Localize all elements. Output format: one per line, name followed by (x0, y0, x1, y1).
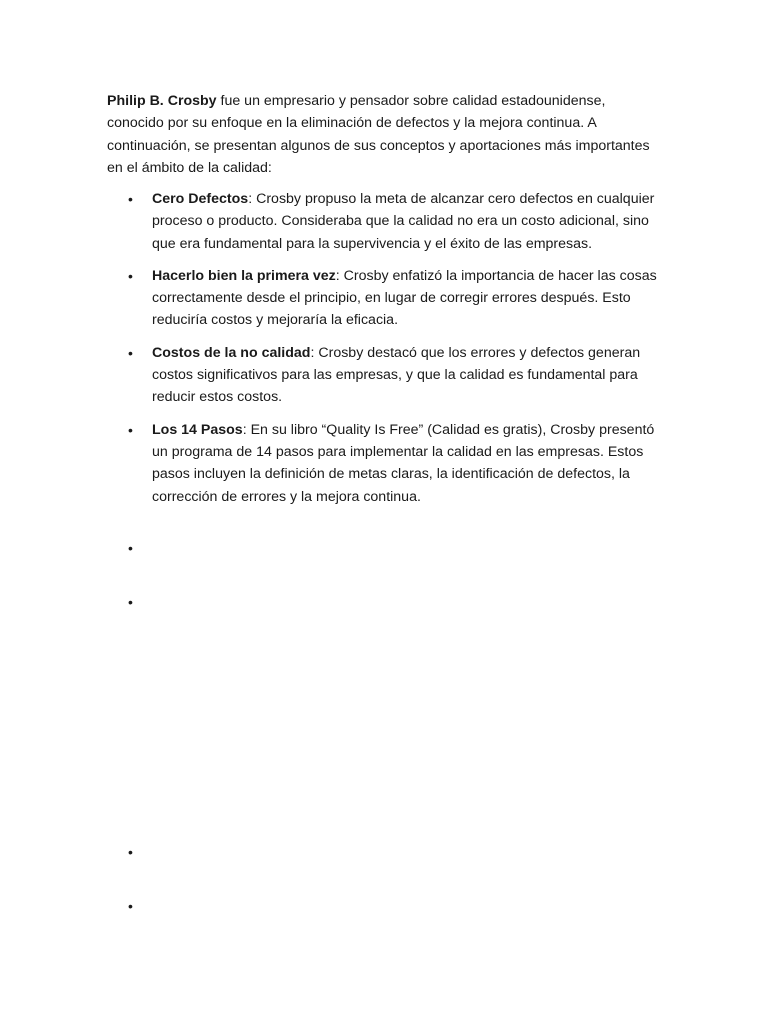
empty-bullet-icon: • (128, 844, 133, 860)
bullet-icon: • (128, 191, 133, 207)
list-item (0, 419, 662, 508)
list-item (0, 342, 662, 409)
bullet-icon: • (128, 267, 133, 284)
intro-paragraph (107, 90, 652, 179)
item-text: : Crosby propuso la meta de alcanzar cero defectos en cualquier proceso o producto. Consideraba que la calidad no era un costo adicional, sino que era fundamental para la supervivencia y el éxito de las empresas. (152, 191, 655, 252)
item-title: Cero Defectos (152, 191, 249, 207)
empty-bullet-icon: • (128, 594, 133, 610)
list-item (0, 188, 662, 255)
empty-bullet-icon: • (128, 898, 133, 914)
item-text: : Crosby destacó que los errores y defectos generan costos significativos para las empresas, y que la calidad es fundamental para reducir estos costos. (152, 344, 641, 406)
item-title: Costos de la no calidad (152, 344, 311, 361)
item-title: Los 14 Pasos (152, 421, 243, 438)
empty-bullet-icon: • (128, 540, 133, 556)
bullet-icon: • (128, 344, 133, 361)
author-name: Philip B. Crosby (107, 93, 217, 109)
item-title: Hacerlo bien la primera vez (152, 267, 336, 284)
item-text: : Crosby enfatizó la importancia de hacer las cosas correctamente desde el principio, en lugar de corregir errores después. Esto reduciría costos y mejoraría la eficacia. (152, 267, 657, 329)
intro-text: fue un empresario y pensador sobre calidad estadounidense, conocido por su enfoque en la eliminación de defectos y la mejora continua. A continuación, se presentan algunos de sus conceptos y aportaciones más importantes en el ámbito de la calidad: (107, 93, 650, 176)
list-item (0, 265, 662, 332)
bullet-icon: • (128, 421, 133, 438)
item-text: : En su libro “Quality Is Free” (Calidad es gratis), Crosby presentó un programa de 14 pasos para implementar la calidad en las empresas. Estos pasos incluyen la definición de metas claras, la identificación de defectos, la corrección de errores y la mejora continua. (152, 421, 655, 505)
concepts-list (0, 188, 768, 518)
